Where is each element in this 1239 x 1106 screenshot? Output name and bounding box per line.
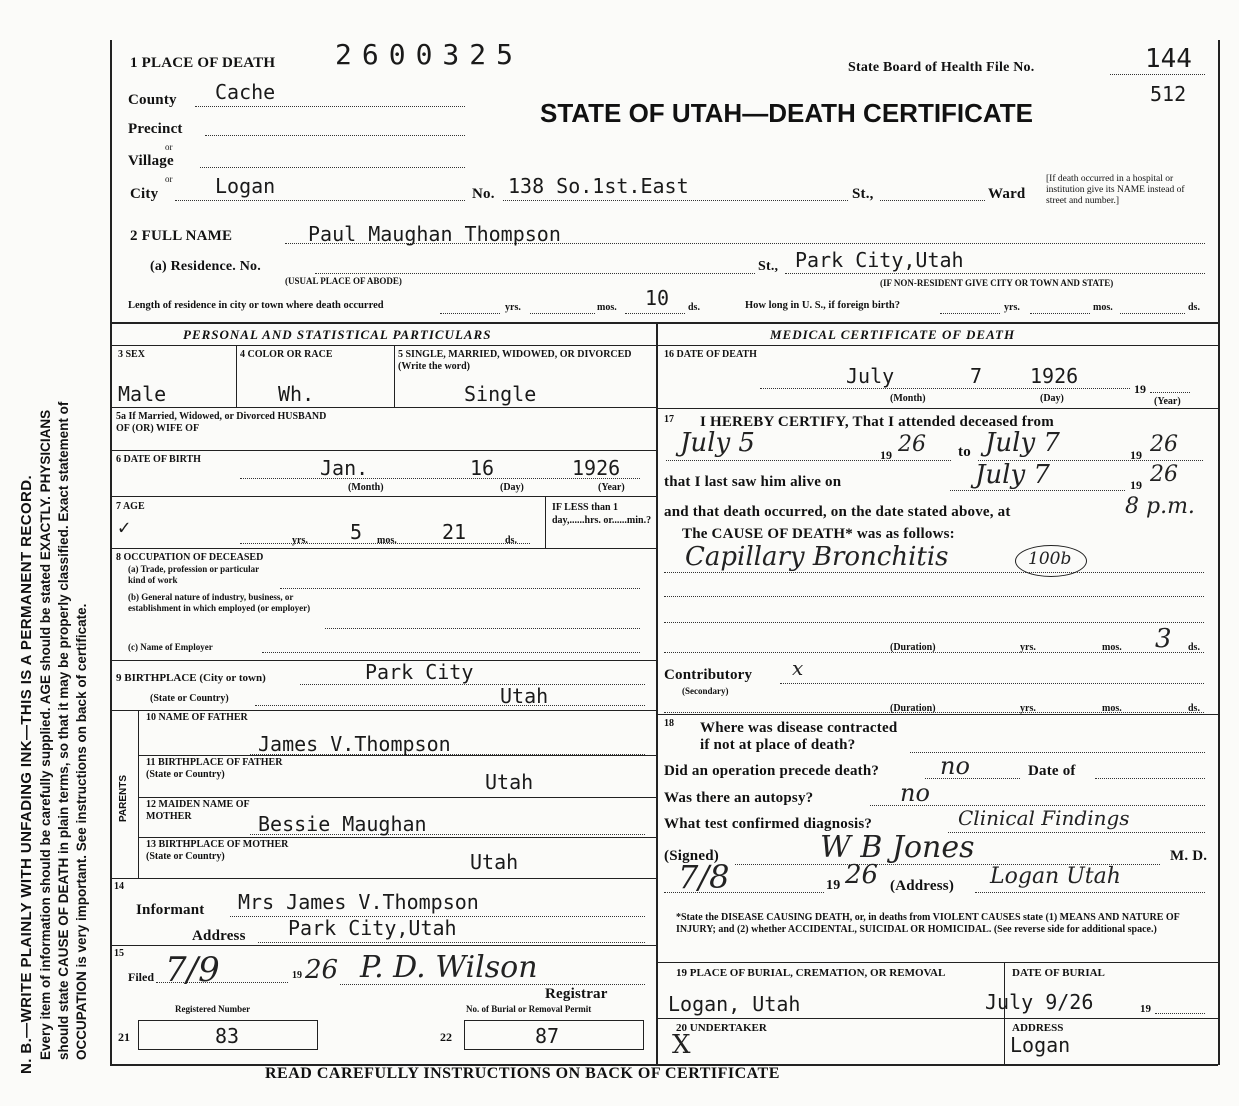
saw-year: 26 [1150, 462, 1178, 487]
time-of-death: 8 p.m. [1125, 494, 1195, 519]
residence-value: Park City,Utah [795, 248, 964, 272]
autopsy-label: Was there an autopsy? [664, 790, 814, 806]
test-value: Clinical Findings [958, 806, 1130, 830]
last-saw-date: July 7 [975, 460, 1050, 490]
undertaker-address: Logan [1010, 1033, 1071, 1057]
age-label: 7 AGE [116, 501, 145, 512]
side-note-3: should state CAUSE OF DEATH in plain terms, so that it may be properly classified. Exact statement of [56, 401, 71, 1060]
death-year: 1926 [1030, 364, 1079, 388]
full-name-label: 2 FULL NAME [130, 228, 233, 244]
spouse-label: 5a If Married, Widowed, or Divorced HUSBAND OF (OR) WIFE OF [116, 411, 327, 434]
age-mos-label: mos. [377, 535, 397, 546]
dob-year-caption: (Year) [598, 482, 625, 493]
filed-yr-prefix: 19 [292, 970, 302, 981]
q18-text-1: Where was disease contracted [700, 720, 898, 736]
birthplace-city: Park City [365, 660, 474, 684]
length-residence-label: Length of residence in city or town where death occurred [128, 300, 384, 311]
us-mos-label: mos. [1093, 302, 1113, 313]
age-days-value: 21 [442, 520, 467, 544]
dob-year: 1926 [572, 456, 621, 480]
registered-number-idx: 21 [118, 1030, 130, 1044]
address-label-medical: (Address) [890, 878, 955, 894]
burial-yr19: 19 [1140, 1003, 1151, 1015]
signed-yr-prefix: 19 [826, 878, 841, 893]
occupation-a-label: (a) Trade, profession or particular kind of work [128, 564, 259, 585]
dur-ds: ds. [1188, 642, 1200, 653]
death-month: July [846, 364, 895, 388]
age-check: ✓ [118, 515, 131, 539]
physician-address: Logan Utah [990, 864, 1121, 889]
father-birthplace: Utah [485, 770, 534, 794]
death-day: 7 [970, 364, 983, 388]
filed-num: 15 [114, 948, 124, 959]
autopsy-value: no [900, 779, 930, 807]
undertaker-address-label: ADDRESS [1012, 1022, 1064, 1034]
ward-label: Ward [988, 186, 1026, 202]
medical-heading: MEDICAL CERTIFICATE OF DEATH [770, 327, 1016, 342]
burial-permit-idx: 22 [440, 1030, 452, 1044]
center-divider [656, 322, 658, 1064]
burial-place-value: Logan, Utah [668, 992, 801, 1016]
signed-label: (Signed) [664, 848, 719, 864]
certify-num: 17 [664, 414, 674, 425]
contributory-value: x [792, 656, 804, 680]
side-note-1: N. B.—WRITE PLAINLY WITH UNFADING INK—THIS IS A PERMANENT RECORD. [18, 474, 35, 1074]
section-top-rule [110, 322, 1218, 324]
burial-place-label: 19 PLACE OF BURIAL, CREMATION, OR REMOVAL [676, 967, 946, 979]
mother-name: Bessie Maughan [258, 812, 427, 836]
footer-instructions: READ CAREFULLY INSTRUCTIONS ON BACK OF CERTIFICATE [265, 1065, 780, 1082]
registered-number-label: Registered Number [175, 1004, 251, 1014]
to-yr-prefix: 19 [1130, 448, 1142, 462]
to-label: to [958, 444, 971, 460]
undertaker-value: X [672, 1030, 691, 1060]
undertaker-label: 20 UNDERTAKER [676, 1022, 767, 1034]
secondary-label: (Secondary) [682, 686, 729, 696]
dob-month-caption: (Month) [348, 482, 384, 493]
death-month-caption: (Month) [890, 393, 926, 404]
dur2-ds: ds. [1188, 703, 1200, 714]
informant-address-label: Address [192, 928, 246, 944]
death-yr19: 19 [1134, 382, 1146, 396]
serial-number: 2600325 [335, 38, 524, 71]
dob-label: 6 DATE OF BIRTH [116, 454, 201, 465]
informant-num: 14 [114, 881, 124, 892]
dob-day-caption: (Day) [500, 482, 524, 493]
q18-text-2: if not at place of death? [700, 737, 856, 753]
length-yrs-label: yrs. [505, 302, 521, 313]
city-value: Logan [215, 174, 276, 198]
residence-label: (a) Residence. No. [150, 259, 261, 274]
or-label-2: or [165, 174, 173, 184]
file-no-label: State Board of Health File No. [848, 60, 1035, 75]
duration2-label: (Duration) [890, 703, 936, 714]
county-label: County [128, 92, 177, 108]
dob-month: Jan. [320, 456, 369, 480]
date-of-death-label: 16 DATE OF DEATH [664, 349, 757, 360]
mother-name-label: 12 MAIDEN NAME OF MOTHER [146, 799, 250, 822]
date-of-label: Date of [1028, 763, 1076, 779]
registered-number: 83 [215, 1024, 240, 1048]
cause-code: 100b [1028, 549, 1072, 569]
informant-label: Informant [136, 902, 205, 918]
cause-value: Capillary Bronchitis [685, 542, 949, 572]
length-ds-label: ds. [688, 302, 700, 313]
occurred-text: and that death occurred, on the date stated above, at [664, 504, 1011, 520]
occupation-b-label: (b) General nature of industry, business, or establishment in which employed (or employer) [128, 592, 311, 613]
or-label-1: or [165, 142, 173, 152]
parents-label: PARENTS [118, 774, 129, 822]
side-note-2: Every item of information should be carefully supplied. AGE should be stated EXACTLY. PHYSICIANS [38, 409, 53, 1060]
birthplace-label: 9 BIRTHPLACE (City or town) [116, 672, 266, 684]
precinct-label: Precinct [128, 121, 183, 137]
sex-value: Male [118, 382, 167, 406]
burial-date-value: July 9/26 [985, 990, 1094, 1014]
informant-address: Park City,Utah [288, 916, 457, 940]
burial-date-label: DATE OF BURIAL [1012, 967, 1105, 979]
ward-note: [If death occurred in a hospital or institution give its NAME instead of street and number.] [1046, 174, 1185, 206]
street-value: 138 So.1st.East [508, 174, 689, 198]
length-mos-label: mos. [597, 302, 617, 313]
birthplace-state: Utah [500, 684, 549, 708]
physician-signature: W B Jones [820, 830, 975, 865]
us-ds-label: ds. [1188, 302, 1200, 313]
death-year-caption: (Year) [1154, 396, 1181, 407]
age-yrs-label: yrs. [292, 535, 308, 546]
certificate-title: STATE OF UTAH—DEATH CERTIFICATE [540, 98, 1033, 128]
usual-abode-note: (USUAL PLACE OF ABODE) [285, 276, 402, 286]
file-no-2: 512 [1150, 82, 1187, 106]
us-yrs-label: yrs. [1004, 302, 1020, 313]
attended-from: July 5 [680, 428, 755, 458]
place-of-death-label: 1 PLACE OF DEATH [130, 55, 276, 71]
dur2-mos: mos. [1102, 703, 1122, 714]
filed-date: 7/9 [165, 950, 220, 990]
village-label: Village [128, 153, 174, 169]
operation-value: no [940, 752, 970, 780]
race-label: 4 COLOR OR RACE [240, 349, 333, 360]
side-note-4: OCCUPATION is very important. See instructions on back of certificate. [74, 603, 89, 1060]
sex-label: 3 SEX [118, 349, 145, 360]
certify-text: I HEREBY CERTIFY, That I attended deceased from [700, 414, 1054, 430]
contributory-label: Contributory [664, 667, 753, 683]
q18-num: 18 [664, 718, 674, 729]
father-birthplace-label: 11 BIRTHPLACE OF FATHER (State or Country) [146, 757, 283, 780]
burial-permit: 87 [535, 1024, 560, 1048]
attended-to: July 7 [985, 428, 1060, 458]
occupation-label: 8 OCCUPATION OF DECEASED [116, 552, 264, 563]
marital-label: 5 SINGLE, MARRIED, WIDOWED, OR DIVORCED (Write the word) [398, 349, 632, 372]
test-label: What test confirmed diagnosis? [664, 816, 873, 832]
from-yr-prefix: 19 [880, 448, 892, 462]
st-label: St., [852, 186, 874, 202]
filed-year: 26 [305, 955, 339, 985]
file-no: 144 [1145, 44, 1192, 74]
operation-label: Did an operation precede death? [664, 763, 880, 779]
us-residence-label: How long in U. S., if foreign birth? [745, 300, 900, 311]
signed-year: 26 [845, 860, 879, 890]
from-year: 26 [898, 432, 926, 457]
footnote: *State the DISEASE CAUSING DEATH, or, in deaths from VIOLENT CAUSES state (1) MEANS AND NATURE OF INJURY; and (2) whether ACCIDENTAL, SUICIDAL OR HOMICIDAL. (See reverse side for additional space.) [676, 912, 1180, 935]
dob-day: 16 [470, 456, 495, 480]
signed-date: 7/8 [678, 858, 730, 896]
dur2-yrs: yrs. [1020, 703, 1036, 714]
length-days-value: 10 [645, 286, 670, 310]
md-label: M. D. [1170, 848, 1208, 864]
to-year: 26 [1150, 432, 1178, 457]
residence-st-label: St., [758, 259, 779, 274]
frame-left-rule [110, 40, 112, 1065]
mother-birthplace-label: 13 BIRTHPLACE OF MOTHER (State or Country) [146, 839, 289, 862]
less-than-day-label: IF LESS than 1 day,......hrs. or......min.? [552, 502, 652, 526]
occupation-c-label: (c) Name of Employer [128, 642, 213, 652]
street-no-label: No. [472, 186, 495, 202]
race-value: Wh. [278, 382, 315, 406]
frame-right-rule [1218, 40, 1220, 1065]
city-label: City [130, 186, 159, 202]
burial-permit-label: No. of Burial or Removal Permit [466, 1004, 592, 1014]
father-name-label: 10 NAME OF FATHER [146, 712, 248, 723]
personal-heading: PERSONAL AND STATISTICAL PARTICULARS [183, 327, 492, 342]
county-value: Cache [215, 80, 276, 104]
saw-yr-prefix: 19 [1130, 478, 1142, 492]
marital-value: Single [464, 382, 537, 406]
dur-mos: mos. [1102, 642, 1122, 653]
mother-birthplace: Utah [470, 850, 519, 874]
nonresident-note: (IF NON-RESIDENT GIVE CITY OR TOWN AND STATE) [880, 278, 1114, 288]
cause-label: The CAUSE OF DEATH* was as follows: [682, 526, 955, 542]
last-saw-label: that I last saw him alive on [664, 474, 842, 490]
filed-label: Filed [128, 970, 154, 984]
duration-value: 3 [1155, 624, 1172, 654]
dur-yrs: yrs. [1020, 642, 1036, 653]
duration-label: (Duration) [890, 642, 936, 653]
age-months-value: 5 [350, 520, 363, 544]
full-name-value: Paul Maughan Thompson [308, 222, 561, 246]
informant-value: Mrs James V.Thompson [238, 890, 479, 914]
registrar-label: Registrar [545, 986, 608, 1002]
age-ds-label: ds. [505, 535, 517, 546]
death-day-caption: (Day) [1040, 393, 1064, 404]
father-name: James V.Thompson [258, 732, 451, 756]
registrar-signature: P. D. Wilson [360, 950, 538, 985]
birthplace-state-label: (State or Country) [150, 693, 229, 704]
